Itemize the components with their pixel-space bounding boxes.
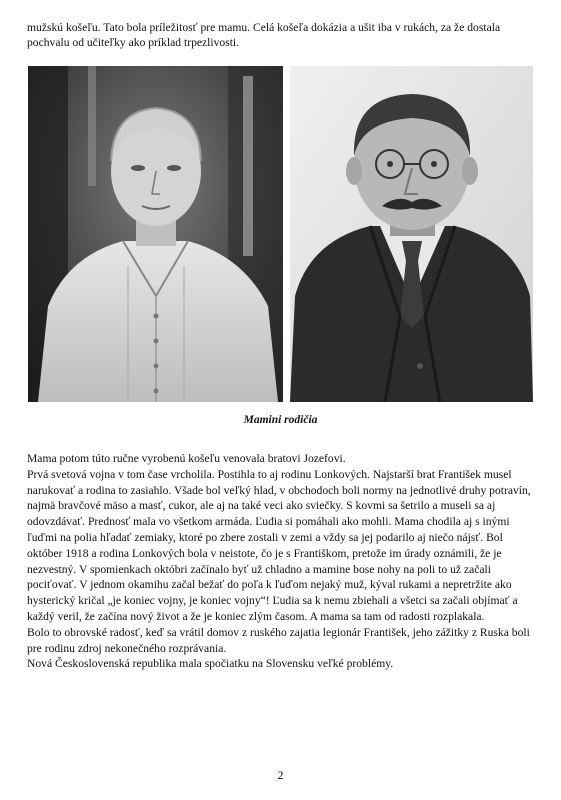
photo-grandfather [290,66,533,402]
grandmother-portrait-image [28,66,283,402]
body-text [27,451,534,672]
photo-caption: Mamini rodičia [243,414,318,426]
paragraph: Bolo to obrovské radosť, keď sa vrátil domov z ruského zajatia legionár František, jeho zážitky z Ruska boli pre rodinu zdroj nekonečného rozprávania. [27,625,530,655]
top-text: mužskú košeľu. Tato bola príležitosť pre mamu. Celá košeľa dokázia a ušit iba v rukách, za že dostala pochvalu od učiteľky ako príklad trpezlivosti. [27,21,501,49]
paragraph: Mama potom túto ručne vyrobenú košeľu venovala bratovi Jozefovi. [27,452,346,465]
paragraph: Nová Československá republika mala spočiatku na Slovensku veľké problémy. [27,657,394,671]
paragraph: Prvá svetová vojna v tom čase vrcholila. Postihla to aj rodinu Lonkových. Najstarší brat František musel narukovať a rodina to zasiahlo. Všade bol veľký hlad, v obchodoch boli normy na jednotlivé druhy potravín, najmä bravčové mäso a masť, cukor, ale aj na také veci ako sviečky. S kovmi sa šetrilo a museli sa aj odovzdávať. Prednosť mala vo všetkom armáda. Ľudia si pomáhali ako mohli. Mama chodila aj s inými ľuďmi na polia hľadať zemiaky, ktoré po zbere zostali v zemi a vždy sa jej podarilo aj niečo nájsť. Bol október 1918 a rodina Lonkových bola v neistote, čo je s Františkom, pretože im úrady oznámili, že je nezvestný. V spomienkach októbri začínalo byť už chladno a mamine bose nohy na poli to už začali pociťovať. V jednom okamihu začal bežať do poľa k ľuďom nejaký muž, kýval rukami a nepretržite ako hysterický kričal „je koniec vojny, je koniec vojny“! Ľudia sa k nemu zbiehali a všetci sa začali objímať a každý veril, že začína nový život a že je koniec zlým časom. A mama sa tam od radosti rozplakala. [27,467,531,623]
page-number: 2 [277,768,284,782]
photo-grandmother [28,66,283,402]
grandfather-portrait-image [290,66,533,402]
